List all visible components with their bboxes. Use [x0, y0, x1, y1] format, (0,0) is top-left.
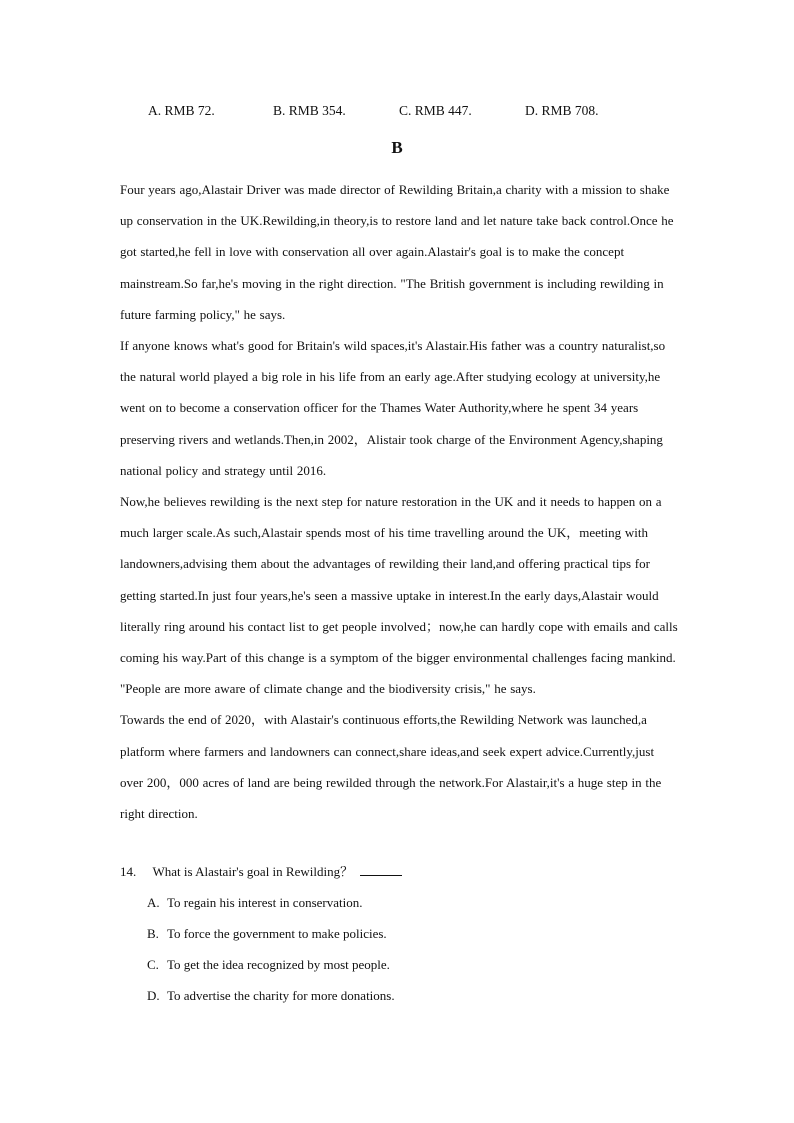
option-a: A. RMB 72.	[148, 103, 215, 118]
choice-b-letter: B.	[147, 926, 159, 941]
choice-d-text: To advertise the charity for more donations.	[167, 988, 395, 1003]
answer-blank[interactable]	[360, 863, 402, 876]
question-14	[120, 862, 680, 1003]
choice-b[interactable]	[147, 924, 387, 944]
choice-a-text: To regain his interest in conservation.	[167, 895, 363, 910]
section-title: B	[391, 138, 403, 157]
question-text: What is Alastair's goal in Rewilding？	[152, 864, 354, 879]
choice-c-letter: C.	[147, 957, 159, 972]
passage-paragraph-2: If anyone knows what's good for Britain's wild spaces,it's Alastair.His father was a country naturalist,so the natural world played a big role in his life from an early age.After studying ecology at university,he went on to become a conservation officer for the Thames Water Authority,where he spent 34 years preserving rivers and wetlands.Then,in 2002，Alistair took charge of the Environment Agency,shaping national policy and strategy until 2016.	[120, 338, 666, 478]
choice-d-letter: D.	[147, 988, 160, 1003]
option-b: B. RMB 354.	[273, 103, 346, 118]
choice-a-letter: A.	[147, 895, 160, 910]
question-stem	[120, 862, 680, 882]
option-d: D. RMB 708.	[525, 103, 599, 118]
passage-paragraph-1: Four years ago,Alastair Driver was made director of Rewilding Britain,a charity with a mission to shake up conservation in the UK.Rewilding,in theory,is to restore land and let nature take back control.Once he got started,he fell in love with conservation all over again.Alastair's goal is to make the concept mainstream.So far,he's moving in the right direction. "The British government is including rewilding in future farming policy," he says.	[120, 182, 674, 322]
choice-c-text: To get the idea recognized by most people.	[167, 957, 390, 972]
passage-paragraph-4: Towards the end of 2020，with Alastair's continuous efforts,the Rewilding Network was launched,a platform where farmers and landowners can connect,share ideas,and seek expert advice.Currently,just over 200，000 acres of land are being rewilded through the network.For Alastair,it's a huge step in the right direction.	[120, 712, 662, 822]
previous-question-options	[0, 103, 794, 123]
choice-c[interactable]	[147, 955, 390, 975]
choice-d[interactable]	[147, 986, 395, 1006]
passage-paragraph-3: Now,he believes rewilding is the next step for nature restoration in the UK and it needs to happen on a much larger scale.As such,Alastair spends most of his time travelling around the UK，meeting with landowners,advising them about the advantages of rewilding their land,and offering practical tips for getting started.In just four years,he's seen a massive uptake in interest.In the early days,Alastair would literally ring around his contact list to get people involved；now,he can hardly cope with emails and calls coming his way.Part of this change is a symptom of the bigger environmental challenges facing mankind. "People are more aware of climate change and the biodiversity crisis," he says.	[120, 494, 678, 697]
option-c: C. RMB 447.	[399, 103, 472, 118]
choice-a[interactable]	[147, 893, 362, 913]
choice-b-text: To force the government to make policies.	[167, 926, 387, 941]
question-number: 14.	[120, 864, 137, 879]
reading-passage	[120, 174, 680, 829]
